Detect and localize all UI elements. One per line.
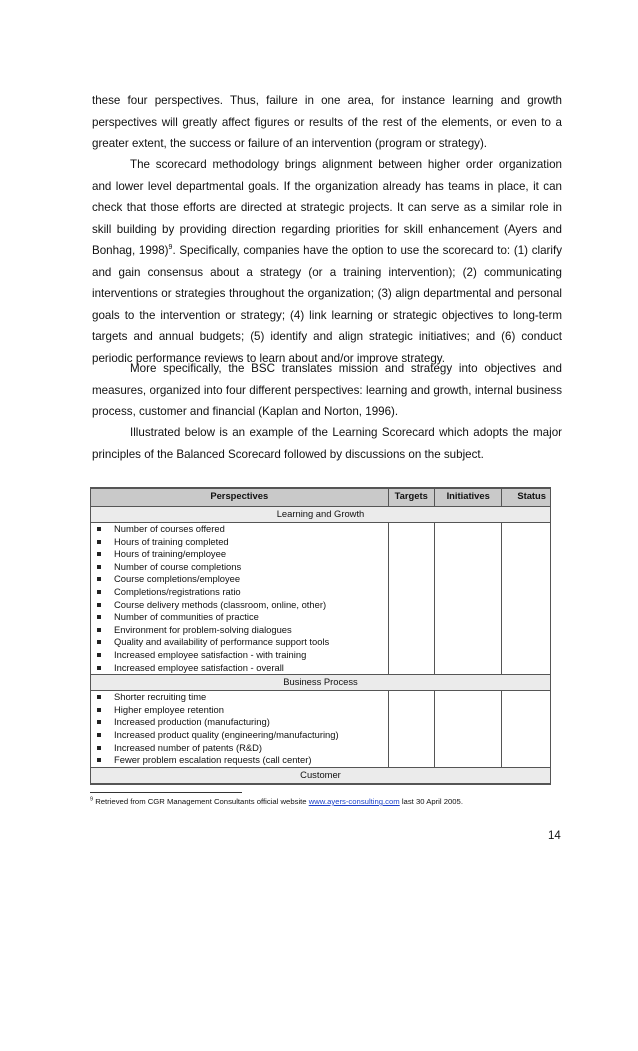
status-cell bbox=[502, 523, 551, 675]
paragraph-3: More specifically, the BSC translates mission and strategy into objectives and measures, organized into four different perspectives: learning and growth, internal business process, customer and financial (Kaplan and Norton, 1996). bbox=[92, 362, 562, 418]
learning-scorecard-table bbox=[90, 487, 551, 785]
footnote-link[interactable]: www.ayers-consulting.com bbox=[308, 797, 400, 806]
header-targets: Targets bbox=[388, 488, 434, 507]
list-item: Course completions/employee bbox=[95, 573, 384, 586]
paragraph-2-text-b: . Specifically, companies have the option to use the scorecard to: (1) clarify and gain consensus about a strategy (or a training intervention); (2) communicating interventions or strategies throughout the organization; (3) align departmental and personal goals to the intervention or strategy; (4) link learning or strategic objectives to long-term targets and annual budgets; (5) identify and align strategic initiatives; and (6) conduct periodic performance reviews to learn about and/or improve strategy. bbox=[92, 244, 562, 365]
list-item: Course delivery methods (classroom, online, other) bbox=[95, 599, 384, 612]
list-item: Increased number of patents (R&D) bbox=[95, 742, 384, 755]
paragraph-2 bbox=[92, 154, 562, 369]
initiatives-cell bbox=[434, 691, 502, 768]
header-status: Status bbox=[502, 488, 551, 507]
paragraph-2-text-a: The scorecard methodology brings alignment between higher order organization and lower level departmental goals. If the organization already has teams in place, it can check that those efforts are directed at strategic projects. It can serve as a similar role in skill building by providing direction regarding priorities for skill enhancement (Ayers and Bonhag, 1998) bbox=[92, 158, 562, 257]
items-row-learning-growth bbox=[91, 523, 551, 675]
page-number: 14 bbox=[548, 830, 561, 842]
paragraph-1: these four perspectives. Thus, failure in one area, for instance learning and growth perspectives will greatly affect figures or results of the rest of the elements, or even to a greater extent, the success or failure of an intervention (program or strategy). bbox=[92, 94, 562, 150]
list-item: Higher employee retention bbox=[95, 704, 384, 717]
list-item: Increased employee satisfaction - with training bbox=[95, 649, 384, 662]
initiatives-cell bbox=[434, 523, 502, 675]
targets-cell bbox=[388, 691, 434, 768]
section-row-business-process bbox=[91, 675, 551, 691]
status-cell bbox=[502, 691, 551, 768]
list-item: Number of communities of practice bbox=[95, 611, 384, 624]
items-row-business-process bbox=[91, 691, 551, 768]
list-item: Quality and availability of performance support tools bbox=[95, 636, 384, 649]
list-item: Number of courses offered bbox=[95, 523, 384, 536]
footnote-number: 9 bbox=[90, 796, 94, 803]
items-cell bbox=[91, 691, 389, 768]
header-perspectives: Perspectives bbox=[91, 488, 389, 507]
list-item: Environment for problem-solving dialogues bbox=[95, 624, 384, 637]
measure-list bbox=[95, 691, 384, 767]
header-initiatives: Initiatives bbox=[434, 488, 502, 507]
section-title: Learning and Growth bbox=[91, 507, 551, 523]
list-item: Completions/registrations ratio bbox=[95, 586, 384, 599]
footnote-reference: 9 bbox=[168, 244, 173, 252]
list-item: Fewer problem escalation requests (call center) bbox=[95, 754, 384, 767]
items-cell bbox=[91, 523, 389, 675]
list-item: Hours of training/employee bbox=[95, 548, 384, 561]
footnote-text-end: last 30 April 2005. bbox=[399, 797, 463, 806]
footnote-divider bbox=[90, 792, 242, 793]
section-title: Business Process bbox=[91, 675, 551, 691]
table-header-row bbox=[91, 488, 551, 507]
targets-cell bbox=[388, 523, 434, 675]
paragraph-4: Illustrated below is an example of the Learning Scorecard which adopts the major principles of the Balanced Scorecard followed by discussions on the subject. bbox=[92, 426, 562, 461]
list-item: Number of course completions bbox=[95, 561, 384, 574]
list-item: Hours of training completed bbox=[95, 536, 384, 549]
section-title: Customer bbox=[91, 767, 551, 784]
list-item: Shorter recruiting time bbox=[95, 691, 384, 704]
list-item: Increased employee satisfaction - overall bbox=[95, 662, 384, 675]
measure-list bbox=[95, 523, 384, 674]
list-item: Increased product quality (engineering/manufacturing) bbox=[95, 729, 384, 742]
list-item: Increased production (manufacturing) bbox=[95, 716, 384, 729]
section-row-customer bbox=[91, 767, 551, 784]
footnote bbox=[90, 797, 570, 807]
footnote-text: Retrieved from CGR Management Consultants official website bbox=[95, 797, 309, 806]
section-row-learning-growth bbox=[91, 507, 551, 523]
